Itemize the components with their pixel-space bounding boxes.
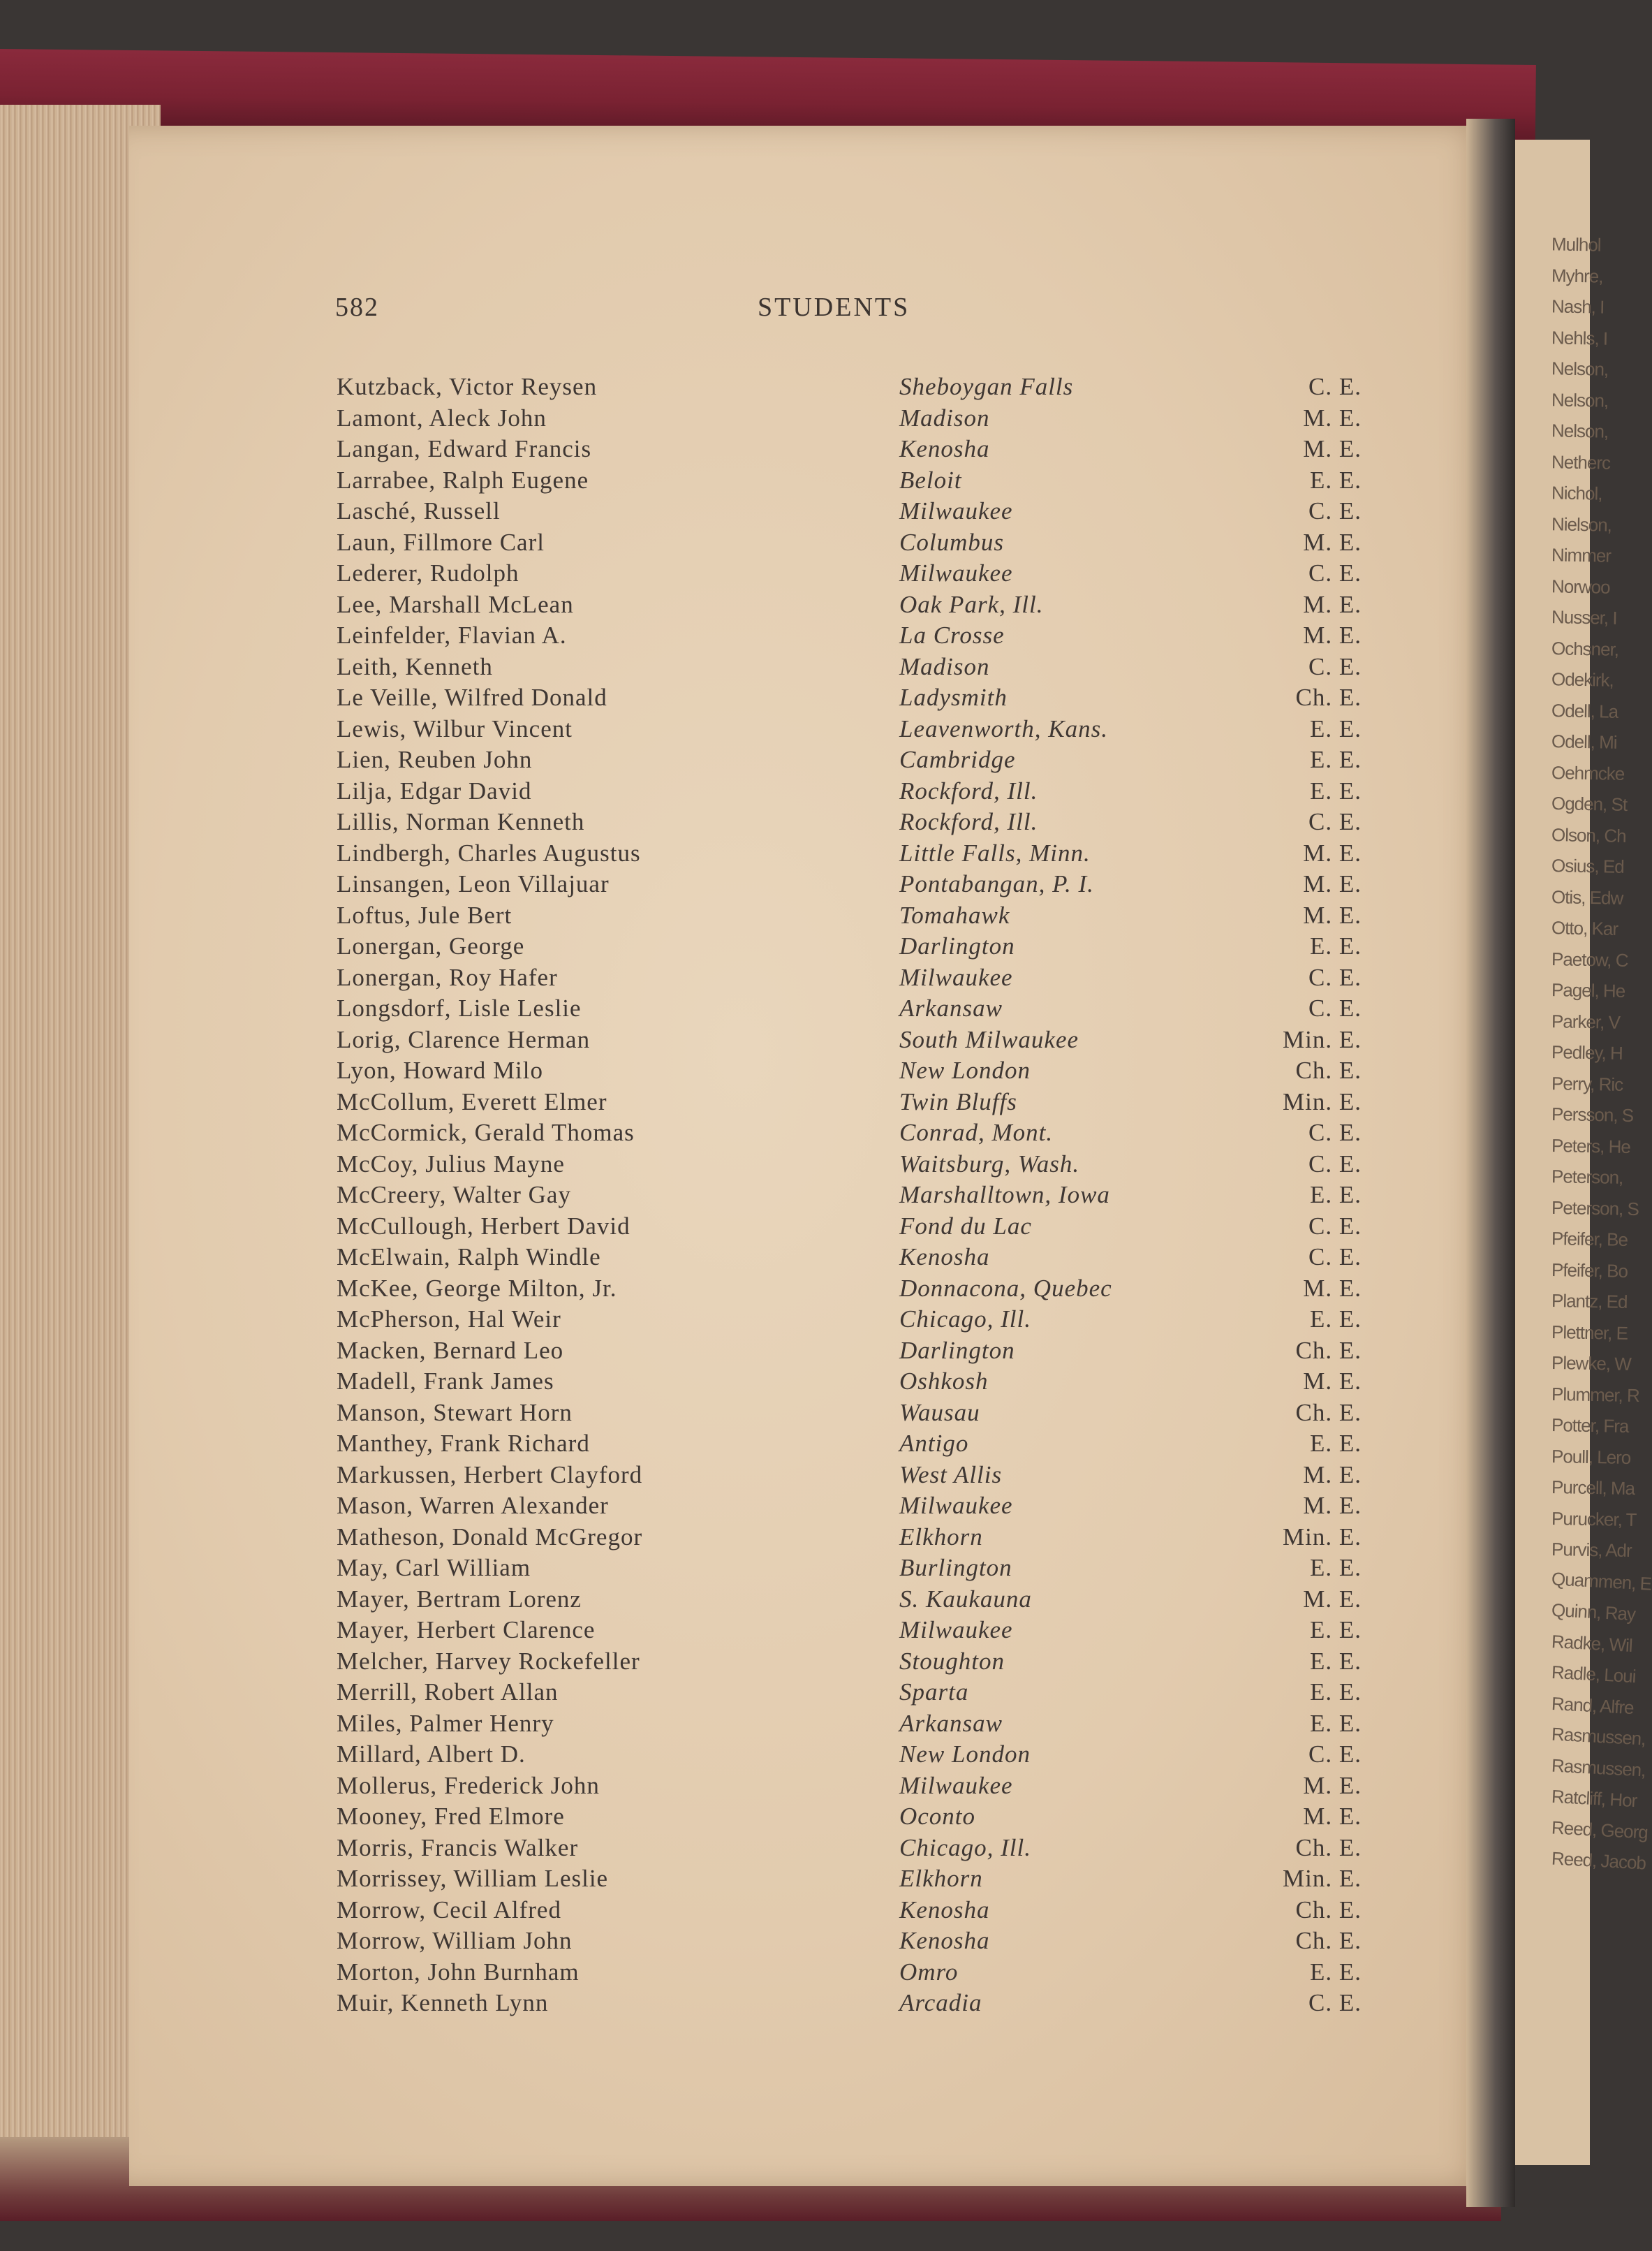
student-hometown: Antigo (899, 1430, 969, 1457)
facing-page-name-fragment: Peterson, S (1551, 1196, 1639, 1219)
student-name: Kutzback, Victor Reysen (337, 373, 598, 400)
student-name: Manthey, Frank Richard (337, 1430, 590, 1457)
facing-page-name-fragment: Plummer, R (1551, 1383, 1640, 1406)
student-course: E. E. (1309, 932, 1362, 960)
facing-page-name-fragment: Olson, Ch (1551, 823, 1626, 846)
student-course: E. E. (1309, 777, 1362, 805)
student-entry (337, 558, 1370, 589)
student-course: C. E. (1308, 1243, 1362, 1270)
student-course: E. E. (1309, 1647, 1362, 1675)
student-hometown: Arcadia (899, 1989, 982, 2016)
student-entry (337, 1926, 1370, 1957)
student-hometown: Conrad, Mont. (899, 1119, 1054, 1146)
student-name: Morrissey, William Leslie (337, 1865, 609, 1892)
student-entry (337, 1863, 1370, 1895)
student-hometown: Sparta (899, 1678, 969, 1706)
student-course: M. E. (1303, 435, 1362, 462)
facing-page-name-fragment: Purcell, Ma (1551, 1476, 1635, 1500)
facing-page-name-fragment: Myhre, (1551, 264, 1603, 287)
student-name: Macken, Bernard Leo (337, 1336, 564, 1364)
student-hometown: Kenosha (899, 1927, 990, 1954)
student-course: M. E. (1303, 1460, 1362, 1488)
facing-page-name-fragment: Otto, Kar (1551, 917, 1618, 939)
student-course: M. E. (1303, 870, 1362, 897)
student-entry (337, 962, 1370, 994)
student-course: C. E. (1308, 373, 1362, 400)
student-hometown: Arkansaw (899, 995, 1003, 1022)
student-course: C. E. (1308, 497, 1362, 525)
student-name: Laun, Fillmore Carl (337, 528, 545, 556)
facing-page-name-fragment: Pfeifer, Bo (1551, 1259, 1628, 1282)
facing-page-name-fragment: Pagel, He (1551, 979, 1625, 1002)
student-entry (337, 900, 1370, 932)
facing-page-name-fragment: Purvis, Adr (1551, 1539, 1632, 1561)
facing-page-name-fragment: Rasmussen, (1551, 1754, 1646, 1780)
student-name: Millard, Albert D. (337, 1740, 526, 1768)
student-hometown: Darlington (899, 1336, 1015, 1364)
student-course: Ch. E. (1295, 1057, 1362, 1084)
student-hometown: Pontabangan, P. I. (899, 870, 1094, 897)
facing-page-name-fragment: Plettner, E (1551, 1321, 1628, 1344)
student-course: C. E. (1308, 808, 1362, 835)
student-name: Lee, Marshall McLean (337, 590, 574, 618)
facing-page-name-fragment: Otis, Edw (1551, 886, 1623, 909)
student-course: C. E. (1308, 652, 1362, 680)
student-hometown: Chicago, Ill. (899, 1305, 1031, 1333)
student-course: Ch. E. (1295, 1896, 1362, 1923)
student-course: C. E. (1308, 1212, 1362, 1240)
student-entry (337, 1117, 1370, 1149)
facing-page-name-fragment: Peterson, (1551, 1166, 1623, 1188)
facing-page-name-fragment: Poull, Lero (1551, 1445, 1631, 1468)
student-entry (337, 1522, 1370, 1553)
student-hometown: South Milwaukee (899, 1025, 1079, 1053)
facing-page-name-fragment: Nelson, (1551, 358, 1609, 380)
facing-page-name-fragment: Netherc (1551, 450, 1611, 474)
facing-page-name-fragment: Radle, Loui (1551, 1661, 1637, 1687)
student-name: Lamont, Aleck John (337, 404, 547, 432)
student-course: C. E. (1308, 1150, 1362, 1178)
student-course: M. E. (1303, 1803, 1362, 1830)
student-hometown: Chicago, Ill. (899, 1833, 1031, 1861)
student-course: C. E. (1308, 963, 1362, 991)
student-hometown: Milwaukee (899, 1771, 1013, 1799)
student-entry (337, 465, 1370, 497)
student-name: Matheson, Donald McGregor (337, 1523, 643, 1550)
student-name: Longsdorf, Lisle Leslie (337, 995, 582, 1022)
student-hometown: Omro (899, 1958, 959, 1986)
student-hometown: Kenosha (899, 435, 990, 462)
student-hometown: S. Kaukauna (899, 1585, 1032, 1613)
facing-page-name-fragment: Oehmcke (1551, 761, 1625, 784)
student-name: Lewis, Wilbur Vincent (337, 714, 573, 742)
student-name: Morrow, Cecil Alfred (337, 1896, 561, 1923)
student-name: Lasché, Russell (337, 497, 501, 525)
student-course: C. E. (1308, 1740, 1362, 1768)
student-course: E. E. (1309, 466, 1362, 494)
student-entry (337, 1335, 1370, 1367)
student-hometown: Kenosha (899, 1896, 990, 1923)
student-name: Mason, Warren Alexander (337, 1492, 609, 1519)
student-name: McCollum, Everett Elmer (337, 1087, 607, 1115)
student-entry (337, 1646, 1370, 1678)
facing-page-name-fragment: Ratcliff, Hor (1551, 1785, 1638, 1812)
student-hometown: Elkhorn (899, 1865, 983, 1892)
student-hometown: Rockford, Ill. (899, 808, 1038, 835)
student-hometown: Madison (899, 652, 990, 680)
student-hometown: Oconto (899, 1803, 976, 1830)
student-hometown: New London (899, 1740, 1031, 1768)
student-name: Leith, Kenneth (337, 652, 493, 680)
student-entry (337, 1615, 1370, 1646)
student-list (337, 372, 1370, 2019)
facing-page-name-fragment: Paetow, C (1551, 948, 1628, 971)
facing-page-name-fragment: Rasmussen, (1551, 1723, 1646, 1750)
student-hometown: Elkhorn (899, 1523, 983, 1550)
student-hometown: Waitsburg, Wash. (899, 1150, 1080, 1178)
student-course: M. E. (1303, 839, 1362, 867)
student-entry (337, 1708, 1370, 1740)
student-name: Morris, Francis Walker (337, 1833, 579, 1861)
facing-page-name-fragment: Plewke, W (1551, 1352, 1632, 1374)
student-name: Markussen, Herbert Clayford (337, 1460, 643, 1488)
student-hometown: Ladysmith (899, 684, 1008, 711)
student-entry (337, 1553, 1370, 1584)
student-name: Lorig, Clarence Herman (337, 1025, 591, 1053)
student-course: E. E. (1309, 1430, 1362, 1457)
student-name: Lilja, Edgar David (337, 777, 532, 805)
student-name: McPherson, Hal Weir (337, 1305, 561, 1333)
facing-page-name-fragment: Odekirk, (1551, 668, 1614, 691)
student-course: Ch. E. (1295, 1336, 1362, 1364)
student-entry (337, 1957, 1370, 1988)
student-course: Ch. E. (1295, 1398, 1362, 1426)
student-course: E. E. (1309, 1709, 1362, 1737)
facing-page-name-fragment: Odell, Mi (1551, 731, 1617, 753)
facing-page-name-fragment: Nash, I (1551, 295, 1605, 318)
student-course: E. E. (1309, 1554, 1362, 1581)
running-title: STUDENTS (758, 293, 910, 322)
student-course: Ch. E. (1295, 684, 1362, 711)
student-name: Le Veille, Wilfred Donald (337, 684, 607, 711)
student-entry (337, 434, 1370, 465)
facing-page-name-fragment: Nehls, I (1551, 326, 1608, 349)
student-entry (337, 1242, 1370, 1273)
student-name: Lonergan, George (337, 932, 525, 960)
student-hometown: Cambridge (899, 746, 1016, 773)
student-entry (337, 1460, 1370, 1491)
student-entry (337, 1087, 1370, 1118)
student-entry (337, 1180, 1370, 1211)
student-name: McCoy, Julius Mayne (337, 1150, 565, 1178)
facing-page-name-fragment: Reed, Georg (1551, 1816, 1649, 1843)
student-entry (337, 1770, 1370, 1802)
facing-page-name-fragment: Nielson, (1551, 513, 1612, 536)
student-name: Madell, Frank James (337, 1368, 554, 1395)
facing-page-name-fragment: Nichol, (1551, 482, 1602, 504)
student-hometown: Fond du Lac (899, 1212, 1032, 1240)
student-name: McCullough, Herbert David (337, 1212, 630, 1240)
facing-page-name-fragment: Reed, Jacob (1551, 1847, 1646, 1874)
facing-page-name-fragment: Purucker, T (1551, 1507, 1637, 1530)
facing-page-name-fragment: Ogden, St (1551, 793, 1628, 815)
student-course: M. E. (1303, 622, 1362, 649)
student-hometown: Little Falls, Minn. (899, 839, 1091, 867)
facing-page-name-fragment: Pedley, H (1551, 1041, 1623, 1064)
student-hometown: Milwaukee (899, 1492, 1013, 1519)
student-entry (337, 807, 1370, 838)
student-course: E. E. (1309, 1616, 1362, 1643)
facing-page-name-fragment: Nusser, I (1551, 606, 1617, 629)
student-hometown: West Allis (899, 1460, 1003, 1488)
student-name: Larrabee, Ralph Eugene (337, 466, 589, 494)
student-entry (337, 931, 1370, 962)
student-entry (337, 620, 1370, 652)
student-name: Lyon, Howard Milo (337, 1057, 544, 1084)
student-hometown: Oak Park, Ill. (899, 590, 1044, 618)
student-hometown: Milwaukee (899, 1616, 1013, 1643)
student-hometown: Wausau (899, 1398, 980, 1426)
student-course: Min. E. (1283, 1025, 1362, 1053)
student-entry (337, 1398, 1370, 1429)
facing-page-name-fragment: Quammen, E (1551, 1567, 1652, 1594)
student-course: M. E. (1303, 1368, 1362, 1395)
student-name: Loftus, Jule Bert (337, 901, 512, 929)
student-name: Leinfelder, Flavian A. (337, 622, 567, 649)
facing-page-name-fragment: Parker, V (1551, 1010, 1621, 1033)
student-entry (337, 1739, 1370, 1770)
facing-page-name-fragment: Osius, Ed (1551, 855, 1624, 877)
student-course: E. E. (1309, 746, 1362, 773)
student-course: E. E. (1309, 1181, 1362, 1208)
student-entry (337, 838, 1370, 870)
student-entry (337, 1988, 1370, 2019)
student-hometown: Milwaukee (899, 559, 1013, 587)
student-name: May, Carl William (337, 1554, 531, 1581)
student-entry (337, 1895, 1370, 1926)
student-entry (337, 1490, 1370, 1522)
student-name: Manson, Stewart Horn (337, 1398, 573, 1426)
student-name: Mayer, Bertram Lorenz (337, 1585, 582, 1613)
facing-page-name-fragment: Perry, Ric (1551, 1072, 1623, 1095)
student-name: Merrill, Robert Allan (337, 1678, 559, 1706)
student-entry (337, 682, 1370, 714)
student-course: E. E. (1309, 1305, 1362, 1333)
student-entry (337, 496, 1370, 527)
facing-page-name-fragment: Potter, Fra (1551, 1414, 1629, 1437)
student-name: McCormick, Gerald Thomas (337, 1119, 635, 1146)
student-name: Miles, Palmer Henry (337, 1709, 554, 1737)
student-entry (337, 745, 1370, 776)
student-name: Lonergan, Roy Hafer (337, 963, 558, 991)
student-course: C. E. (1308, 559, 1362, 587)
student-entry (337, 1149, 1370, 1180)
student-hometown: Stoughton (899, 1647, 1005, 1675)
student-entry (337, 1833, 1370, 1864)
student-entry (337, 776, 1370, 807)
student-course: M. E. (1303, 1492, 1362, 1519)
student-hometown: Rockford, Ill. (899, 777, 1038, 805)
student-entry (337, 1366, 1370, 1398)
student-hometown: Tomahawk (899, 901, 1010, 929)
student-hometown: Kenosha (899, 1243, 990, 1270)
student-entry (337, 1273, 1370, 1305)
student-course: Min. E. (1283, 1523, 1362, 1550)
student-entry (337, 372, 1370, 403)
student-name: McKee, George Milton, Jr. (337, 1274, 617, 1302)
student-course: Min. E. (1283, 1087, 1362, 1115)
student-entry (337, 527, 1370, 559)
student-hometown: Beloit (899, 466, 962, 494)
facing-page-name-fragment: Odell, La (1551, 699, 1618, 722)
student-name: Lederer, Rudolph (337, 559, 519, 587)
student-course: M. E. (1303, 1585, 1362, 1613)
facing-page-name-fragment: Mulhol (1551, 233, 1601, 256)
student-hometown: Oshkosh (899, 1368, 989, 1395)
student-course: M. E. (1303, 404, 1362, 432)
facing-page-name-fragment: Nelson, (1551, 420, 1609, 442)
student-entry (337, 1025, 1370, 1056)
student-entry (337, 1677, 1370, 1708)
student-name: Morrow, William John (337, 1927, 573, 1954)
student-hometown: Leavenworth, Kans. (899, 714, 1108, 742)
student-entry (337, 589, 1370, 621)
student-hometown: Twin Bluffs (899, 1087, 1017, 1115)
student-name: Mollerus, Frederick John (337, 1771, 600, 1799)
student-entry (337, 1584, 1370, 1615)
student-name: Lillis, Norman Kenneth (337, 808, 585, 835)
student-course: C. E. (1308, 1119, 1362, 1146)
student-name: McCreery, Walter Gay (337, 1181, 571, 1208)
facing-page-name-fragment: Persson, S (1551, 1103, 1634, 1127)
student-hometown: Madison (899, 404, 990, 432)
student-hometown: Milwaukee (899, 497, 1013, 525)
student-name: Langan, Edward Francis (337, 435, 592, 462)
student-name: Lien, Reuben John (337, 746, 533, 773)
student-course: C. E. (1308, 1989, 1362, 2016)
page-number: 582 (335, 293, 379, 322)
student-hometown: Marshalltown, Iowa (899, 1181, 1110, 1208)
student-course: M. E. (1303, 528, 1362, 556)
facing-page-name-fragment: Plantz, Ed (1551, 1290, 1628, 1312)
facing-page-edge (1515, 140, 1652, 2165)
facing-page-name-fragment: Quinn, Ray (1551, 1599, 1636, 1625)
student-entry (337, 1428, 1370, 1460)
facing-page-name-fragment: Ochsner, (1551, 637, 1619, 660)
student-hometown: Burlington (899, 1554, 1012, 1581)
student-entry (337, 1304, 1370, 1335)
student-hometown: Darlington (899, 932, 1015, 960)
student-name: McElwain, Ralph Windle (337, 1243, 601, 1270)
student-entry (337, 993, 1370, 1025)
student-name: Linsangen, Leon Villajuar (337, 870, 610, 897)
student-course: M. E. (1303, 901, 1362, 929)
student-course: Ch. E. (1295, 1833, 1362, 1861)
student-course: E. E. (1309, 714, 1362, 742)
student-course: M. E. (1303, 590, 1362, 618)
student-hometown: Arkansaw (899, 1709, 1003, 1737)
student-name: Lindbergh, Charles Augustus (337, 839, 641, 867)
student-hometown: Milwaukee (899, 963, 1013, 991)
student-hometown: Donnacona, Quebec (899, 1274, 1112, 1302)
facing-page-name-fragment: Norwoo (1551, 575, 1610, 598)
book-spine-gutter (1466, 119, 1515, 2207)
facing-page-name-fragment: Peters, He (1551, 1134, 1631, 1157)
student-course: C. E. (1308, 995, 1362, 1022)
student-hometown: Columbus (899, 528, 1004, 556)
student-course: Min. E. (1283, 1865, 1362, 1892)
student-entry (337, 714, 1370, 745)
facing-page-name-fragment: Rand, Alfre (1551, 1692, 1635, 1718)
student-entry (337, 1211, 1370, 1242)
student-name: Mooney, Fred Elmore (337, 1803, 565, 1830)
student-name: Melcher, Harvey Rockefeller (337, 1647, 640, 1675)
student-name: Muir, Kenneth Lynn (337, 1989, 549, 2016)
student-name: Mayer, Herbert Clarence (337, 1616, 596, 1643)
facing-page-name-fragment: Nelson, (1551, 388, 1609, 411)
student-entry (337, 403, 1370, 434)
student-course: E. E. (1309, 1678, 1362, 1706)
facing-page-name-fragment: Pfeifer, Be (1551, 1228, 1628, 1250)
student-entry (337, 652, 1370, 683)
student-entry (337, 1801, 1370, 1833)
student-course: E. E. (1309, 1958, 1362, 1986)
student-hometown: New London (899, 1057, 1031, 1084)
student-hometown: Sheboygan Falls (899, 373, 1074, 400)
student-course: M. E. (1303, 1771, 1362, 1799)
student-course: Ch. E. (1295, 1927, 1362, 1954)
student-course: M. E. (1303, 1274, 1362, 1302)
facing-page-name-fragment: Radke, Wil (1551, 1630, 1633, 1656)
student-entry (337, 869, 1370, 900)
student-hometown: La Crosse (899, 622, 1005, 649)
student-entry (337, 1055, 1370, 1087)
facing-page-name-fragment: Nimmer (1551, 544, 1612, 566)
student-name: Morton, John Burnham (337, 1958, 580, 1986)
